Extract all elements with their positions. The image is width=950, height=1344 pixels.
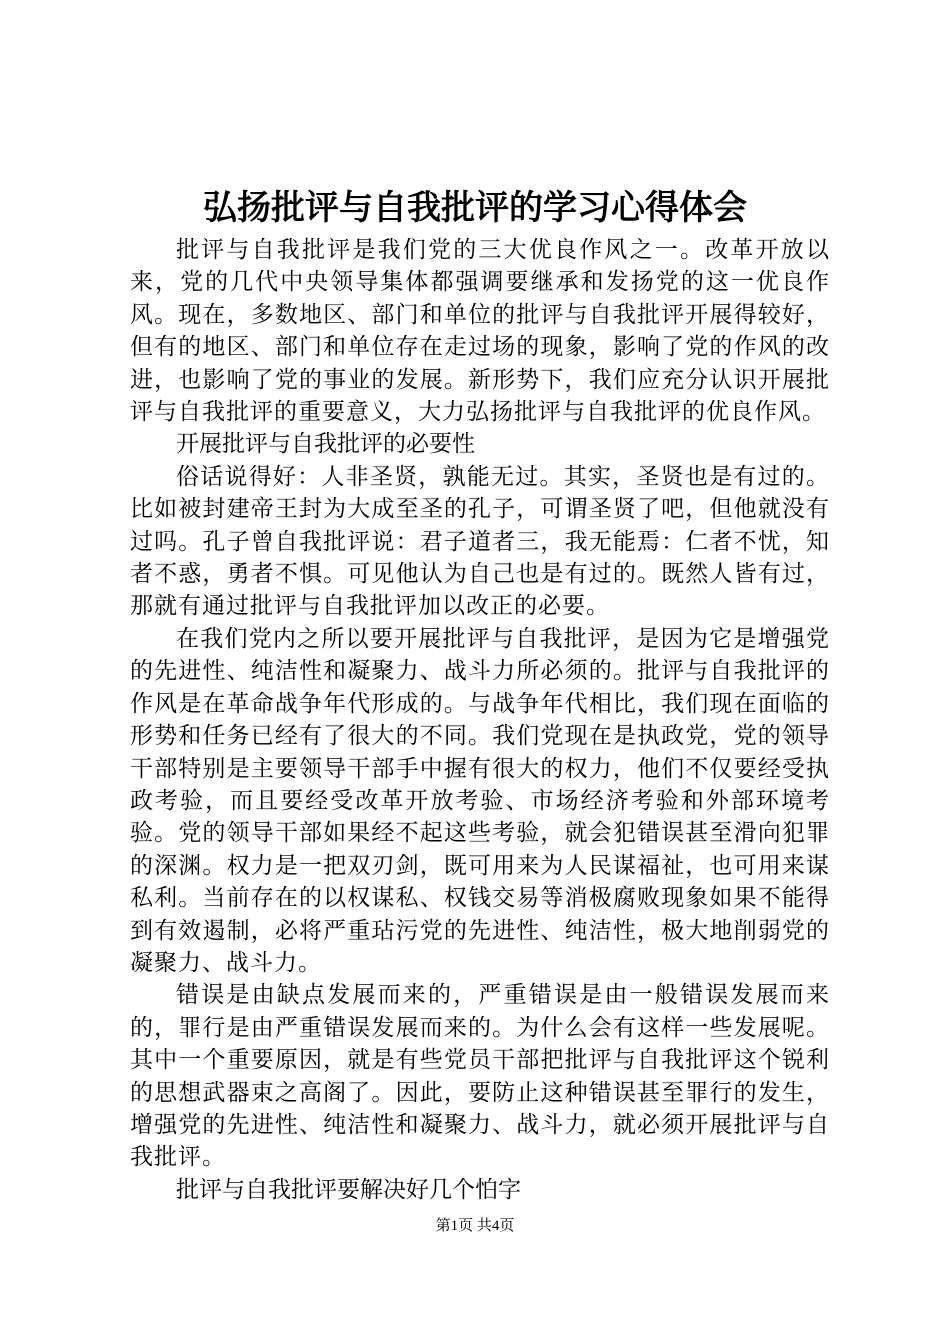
- paragraph-intro: 批评与自我批评是我们党的三大优良作风之一。改革开放以来，党的几代中央领导集体都强调要继承和发扬党的这一优良作风。现在，多数地区、部门和单位的批评与自我批评开展得较好，但有的地区、部门和单位存在走过场的现象，影响了党的作风的改进，也影响了党的事业的发展。新形势下，我们应充分认识开展批评与自我批评的重要意义，大力弘扬批评与自我批评的优良作风。: [130, 237, 830, 426]
- section-heading-necessity: 开展批评与自我批评的必要性: [176, 431, 475, 458]
- paragraph-proverb: 俗话说得好：人非圣贤，孰能无过。其实，圣贤也是有过的。比如被封建帝王封为大成至圣的孔子，可谓圣贤了吧，但他就没有过吗。孔子曾自我批评说：君子道者三，我无能焉：仁者不忧，知者不惑，勇者不惧。可见他认为自己也是有过的。既然人皆有过，那就有通过批评与自我批评加以改正的必要。: [130, 463, 830, 620]
- document-title: 弘扬批评与自我批评的学习心得体会: [203, 188, 747, 228]
- document-body: [130, 234, 830, 1206]
- paragraph-errors: 错误是由缺点发展而来的，严重错误是由一般错误发展而来的，罪行是由严重错误发展而来的。为什么会有这样一些发展呢。其中一个重要原因，就是有些党员干部把批评与自我批评这个锐利的思想武器束之高阁了。因此，要防止这种错误甚至罪行的发生，增强党的先进性、纯洁性和凝聚力、战斗力，就必须开展批评与自我批评。: [130, 982, 830, 1171]
- section-heading-fears: 批评与自我批评要解决好几个怕字: [176, 1176, 521, 1203]
- page-number-footer: 第1页 共4页: [435, 1218, 515, 1234]
- paragraph-party-reason: 在我们党内之所以要开展批评与自我批评，是因为它是增强党的先进性、纯洁性和凝聚力、战斗力所必须的。批评与自我批评的作风是在革命战争年代形成的。与战争年代相比，我们现在面临的形势和任务已经有了很大的不同。我们党现在是执政党，党的领导干部特别是主要领导干部手中握有很大的权力，他们不仅要经受执政考验，而且要经受改革开放考验、市场经济考验和外部环境考验。党的领导干部如果经不起这些考验，就会犯错误甚至滑向犯罪的深渊。权力是一把双刃剑，既可用来为人民谋福祉，也可用来谋私利。当前存在的以权谋私、权钱交易等消极腐败现象如果不能得到有效遏制，必将严重玷污党的先进性、纯洁性，极大地削弱党的凝聚力、战斗力。: [130, 625, 830, 976]
